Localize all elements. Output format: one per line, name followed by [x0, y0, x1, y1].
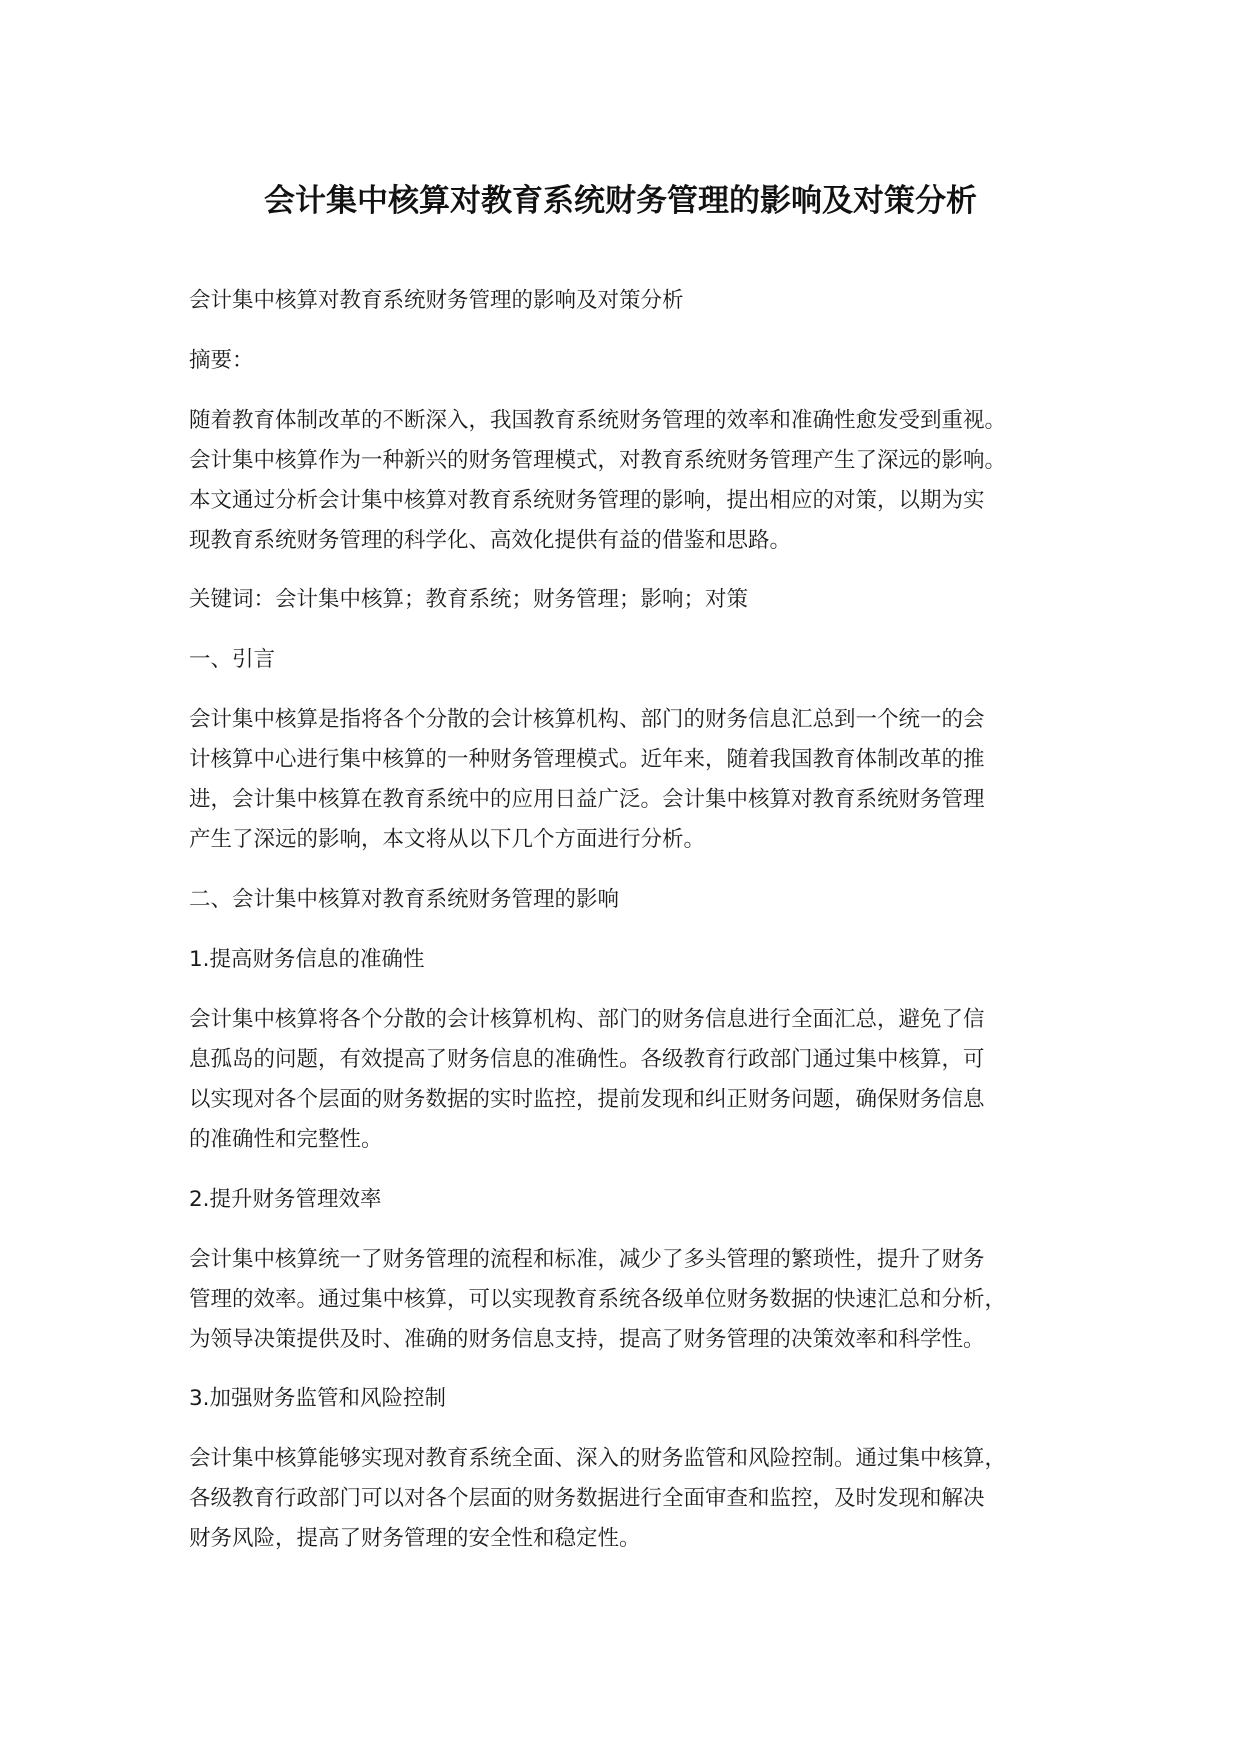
subsection-heading-efficiency: 2.提升财务管理效率	[189, 1187, 382, 1212]
abstract-line: 本文通过分析会计集中核算对教育系统财务管理的影响，提出相应的对策，以期为实	[189, 488, 985, 513]
paragraph-line: 会计集中核算是指将各个分散的会计核算机构、部门的财务信息汇总到一个统一的会	[189, 707, 985, 732]
abstract-line: 现教育系统财务管理的科学化、高效化提供有益的借鉴和思路。	[189, 528, 792, 553]
section-heading-introduction: 一、引言	[189, 647, 276, 672]
abstract-paragraph	[189, 401, 1059, 561]
document-subtitle: 会计集中核算对教育系统财务管理的影响及对策分析	[189, 288, 684, 313]
keywords: 关键词：会计集中核算；教育系统；财务管理；影响；对策	[189, 587, 749, 612]
paragraph-line: 以实现对各个层面的财务数据的实时监控，提前发现和纠正财务问题，确保财务信息	[189, 1087, 985, 1112]
introduction-paragraph	[189, 700, 1059, 860]
paragraph-line: 计核算中心进行集中核算的一种财务管理模式。近年来，随着我国教育体制改革的推	[189, 747, 985, 772]
subsection-heading-accuracy: 1.提高财务信息的准确性	[189, 947, 425, 972]
abstract-label: 摘要：	[189, 348, 254, 373]
paragraph-line: 管理的效率。通过集中核算，可以实现教育系统各级单位财务数据的快速汇总和分析，	[189, 1287, 1007, 1312]
paragraph-line: 财务风险，提高了财务管理的安全性和稳定性。	[189, 1526, 641, 1551]
subsection-heading-supervision: 3.加强财务监管和风险控制	[189, 1386, 447, 1411]
paragraph-line: 会计集中核算将各个分散的会计核算机构、部门的财务信息进行全面汇总，避免了信	[189, 1007, 985, 1032]
paragraph-line: 进，会计集中核算在教育系统中的应用日益广泛。会计集中核算对教育系统财务管理	[189, 787, 985, 812]
paragraph-line: 的准确性和完整性。	[189, 1127, 383, 1152]
paragraph-line: 产生了深远的影响，本文将从以下几个方面进行分析。	[189, 827, 706, 852]
paragraph-line: 各级教育行政部门可以对各个层面的财务数据进行全面审查和监控，及时发现和解决	[189, 1486, 985, 1511]
abstract-line: 随着教育体制改革的不断深入，我国教育系统财务管理的效率和准确性愈发受到重视。	[189, 408, 1007, 433]
efficiency-paragraph	[189, 1240, 1059, 1360]
paragraph-line: 息孤岛的问题，有效提高了财务信息的准确性。各级教育行政部门通过集中核算，可	[189, 1047, 985, 1072]
supervision-paragraph	[189, 1439, 1059, 1559]
paragraph-line: 为领导决策提供及时、准确的财务信息支持，提高了财务管理的决策效率和科学性。	[189, 1327, 985, 1352]
section-heading-impact: 二、会计集中核算对教育系统财务管理的影响	[189, 887, 620, 912]
accuracy-paragraph	[189, 1000, 1059, 1160]
document-title: 会计集中核算对教育系统财务管理的影响及对策分析	[264, 183, 977, 219]
paragraph-line: 会计集中核算能够实现对教育系统全面、深入的财务监管和风险控制。通过集中核算，	[189, 1446, 1007, 1471]
paragraph-line: 会计集中核算统一了财务管理的流程和标准，减少了多头管理的繁琐性，提升了财务	[189, 1247, 985, 1272]
abstract-line: 会计集中核算作为一种新兴的财务管理模式，对教育系统财务管理产生了深远的影响。	[189, 448, 1007, 473]
